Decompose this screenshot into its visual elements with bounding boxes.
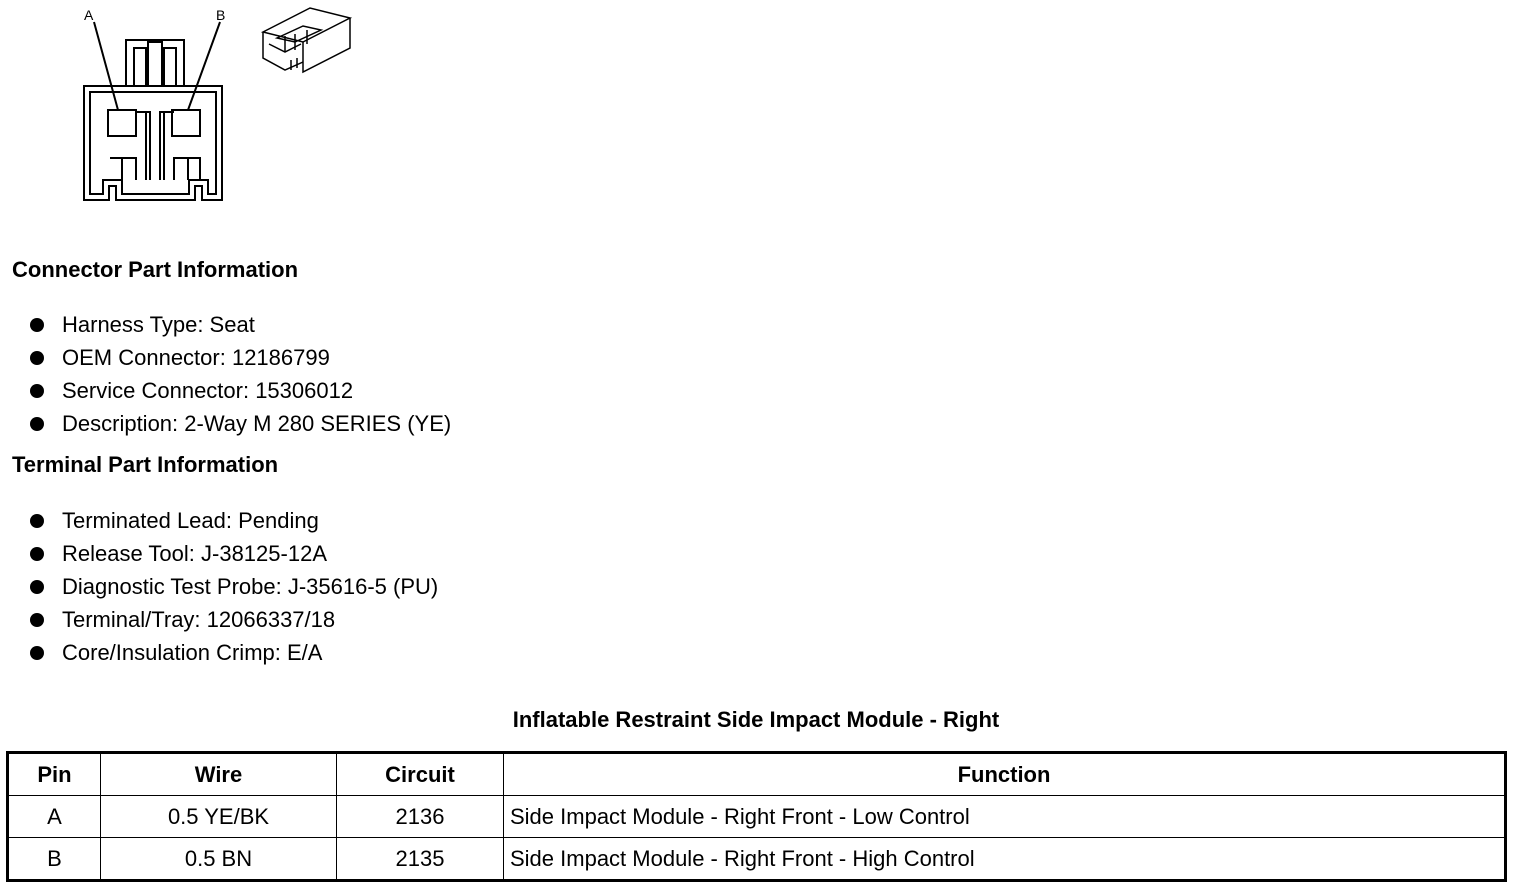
table-header-row	[8, 753, 1506, 796]
list-item: Diagnostic Test Probe: J-35616-5 (PU)	[30, 570, 438, 603]
cell-circuit: 2135	[337, 838, 504, 881]
cell-circuit: 2136	[337, 796, 504, 838]
header-pin: Pin	[8, 753, 101, 796]
terminal-part-info-heading: Terminal Part Information	[12, 452, 279, 477]
pin-a-label: A	[84, 7, 94, 23]
bullet-icon	[30, 514, 44, 528]
connector-face-diagram	[70, 0, 250, 210]
header-function: Function	[504, 753, 1506, 796]
list-item: Service Connector: 15306012	[30, 374, 451, 407]
list-item: Description: 2-Way M 280 SERIES (YE)	[30, 407, 451, 440]
bullet-icon	[30, 580, 44, 594]
table-row	[8, 796, 1506, 838]
bullet-icon	[30, 547, 44, 561]
table-row	[8, 838, 1506, 881]
connector-isometric-view	[255, 0, 355, 80]
bullet-icon	[30, 417, 44, 431]
list-item: OEM Connector: 12186799	[30, 341, 451, 374]
bullet-icon	[30, 384, 44, 398]
list-item: Release Tool: J-38125-12A	[30, 537, 438, 570]
bullet-icon	[30, 613, 44, 627]
cell-wire: 0.5 BN	[101, 838, 337, 881]
cell-function: Side Impact Module - Right Front - Low Control	[504, 796, 1506, 838]
cell-pin: A	[8, 796, 101, 838]
cell-function: Side Impact Module - Right Front - High Control	[504, 838, 1506, 881]
pin-b-label: B	[216, 7, 226, 23]
list-item: Terminal/Tray: 12066337/18	[30, 603, 438, 636]
list-item: Terminated Lead: Pending	[30, 504, 438, 537]
cell-pin: B	[8, 838, 101, 881]
connector-info-list	[30, 308, 451, 440]
bullet-icon	[30, 351, 44, 365]
pinout-table	[6, 751, 1507, 882]
cell-wire: 0.5 YE/BK	[101, 796, 337, 838]
table-title: Inflatable Restraint Side Impact Module - Right	[512, 707, 1000, 732]
connector-part-info-heading: Connector Part Information	[12, 257, 299, 282]
list-item: Harness Type: Seat	[30, 308, 451, 341]
list-item: Core/Insulation Crimp: E/A	[30, 636, 438, 669]
bullet-icon	[30, 646, 44, 660]
header-wire: Wire	[101, 753, 337, 796]
header-circuit: Circuit	[337, 753, 504, 796]
bullet-icon	[30, 318, 44, 332]
terminal-info-list	[30, 504, 438, 669]
